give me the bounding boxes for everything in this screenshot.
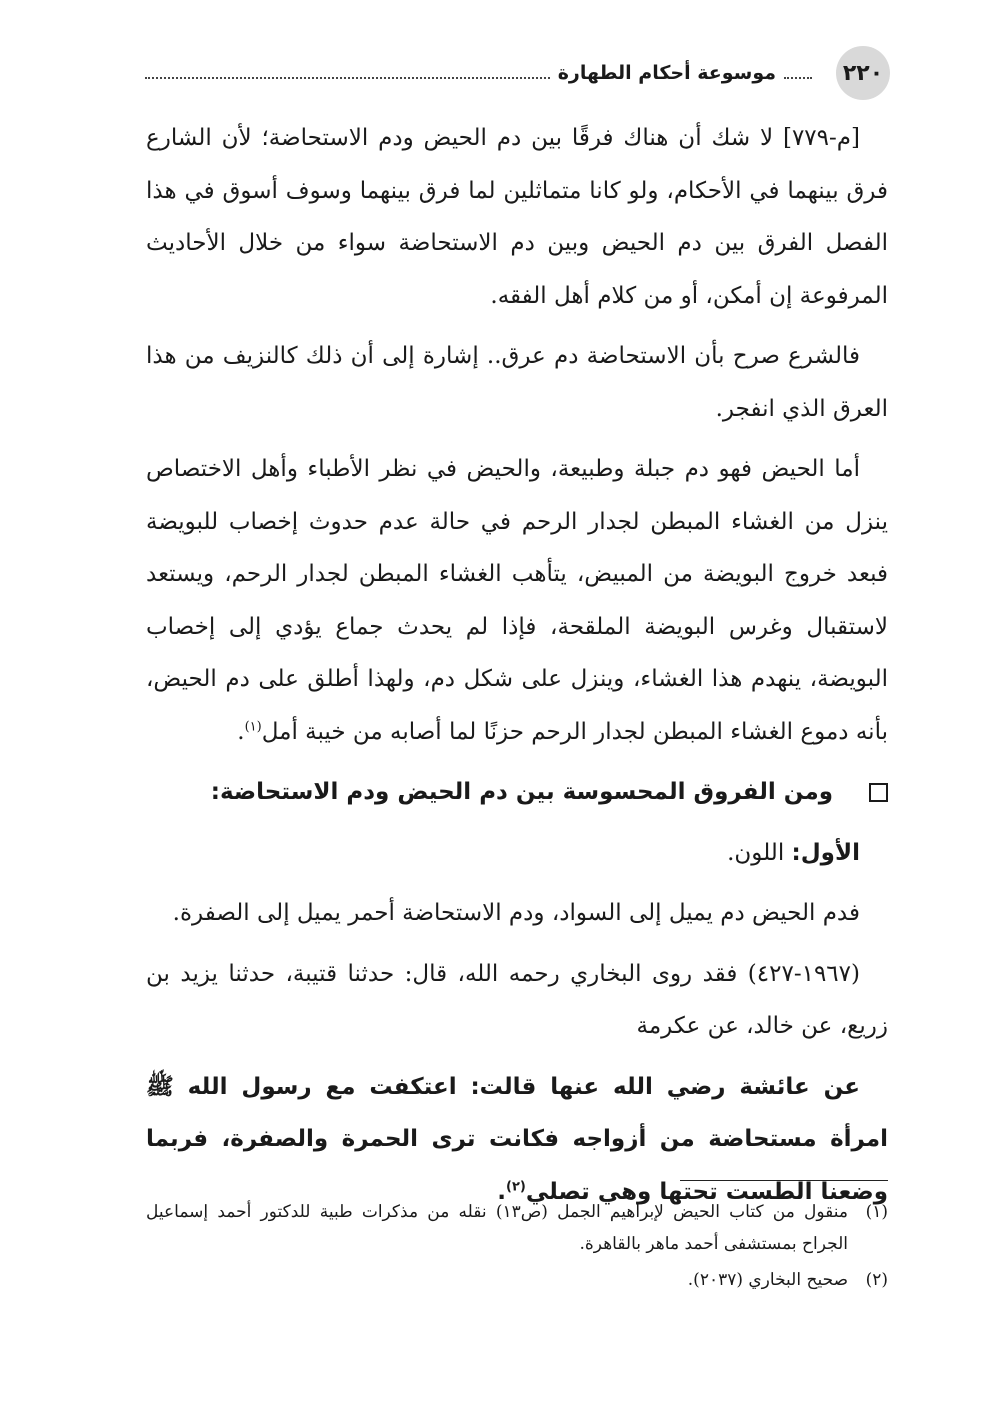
first-difference-value: اللون. [727,839,792,866]
footnote-number: (١) [865,1202,888,1222]
paragraph-3-end: . [237,718,245,745]
paragraph-3-text: أما الحيض فهو دم جبلة وطبيعة، والحيض في نظر الأطباء وأهل الاختصاص ينزل من الغشاء المبطن لجدار الرحم في حالة عدم حدوث إخصاب للبويضة فبعد خروج البويضة من المبيض، يتأهب الغشاء المبطن لجدار الرحم، ويستعد لاستقبال وغرس البويضة الملقحة، فإذا لم يحدث جماع يؤدي إلى إخصاب البويضة، ينهدم هذا الغشاء، وينزل على شكل دم، ولهذا أطلق على دم الحيض، بأنه دموع الغشاء المبطن لجدار الرحم حزنًا لما أصابه من خيبة أمل [146,456,888,745]
page-number-badge: ٢٢٠ [836,46,890,100]
footnotes [146,1196,888,1300]
main-text [146,112,888,1226]
footnote-ref-1[interactable]: (١) [244,718,262,734]
first-difference [146,827,888,880]
dotted-leader-right [784,75,812,79]
page-header [145,46,890,102]
footnote-text: منقول من كتاب الحيض لإبراهيم الجمل (ص١٣) نقله من مذكرات طبية للدكتور أحمد إسماعيل الجراح بمستشفى أحمد ماهر بالقاهرة. [146,1202,848,1254]
footnote-separator [680,1180,888,1181]
first-difference-label: الأول: [791,839,860,866]
hadith-text [146,1061,888,1219]
hadith-end: . [497,1178,507,1205]
section-heading [146,766,888,819]
paragraph-4: فدم الحيض دم يميل إلى السواد، ودم الاستحاضة أحمر يميل إلى الصفرة. [172,900,860,926]
paragraph-2: فالشرع صرح بأن الاستحاضة دم عرق.. إشارة إلى أن ذلك كالنزيف من هذا العرق الذي انفجر. [146,343,888,422]
footnote-item [146,1264,888,1296]
dotted-leader-left [145,75,550,79]
running-title-bar [145,58,812,88]
paragraph-3 [146,443,888,758]
section-heading-text: ومن الفروق المحسوسة بين دم الحيض ودم الاستحاضة: [210,779,833,805]
footnote-text: صحيح البخاري (٢٠٣٧). [687,1270,848,1290]
paragraph-5: (١٩٦٧-٤٢٧) فقد روى البخاري رحمه الله، قال: حدثنا قتيبة، حدثنا يزيد بن زريع، عن خالد، عن عكرمة [146,960,888,1039]
footnote-number: (٢) [865,1270,888,1290]
footnote-ref-2[interactable]: (٢) [506,1178,526,1194]
checkbox-icon [869,783,888,802]
footnote-item [146,1196,888,1260]
paragraph-1: [م-٧٧٩] لا شك أن هناك فرقًا بين دم الحيض ودم الاستحاضة؛ لأن الشارع فرق بينهما في الأحكام، ولو كانا متماثلين لما فرق بينهما وسوف أسوق في هذا الفصل الفرق بين دم الحيض وبين دم الاستحاضة سواء من خلال الأحاديث المرفوعة إن أمكن، أو من كلام أهل الفقه. [146,125,888,309]
running-title: موسوعة أحكام الطهارة [557,62,776,84]
hadith-body: عن عائشة رضي الله عنها قالت: اعتكفت مع رسول الله ﷺ امرأة مستحاضة من أزواجه فكانت ترى الحمرة والصفرة، فربما وضعنا الطست تحتها وهي تصلي [146,1073,888,1205]
